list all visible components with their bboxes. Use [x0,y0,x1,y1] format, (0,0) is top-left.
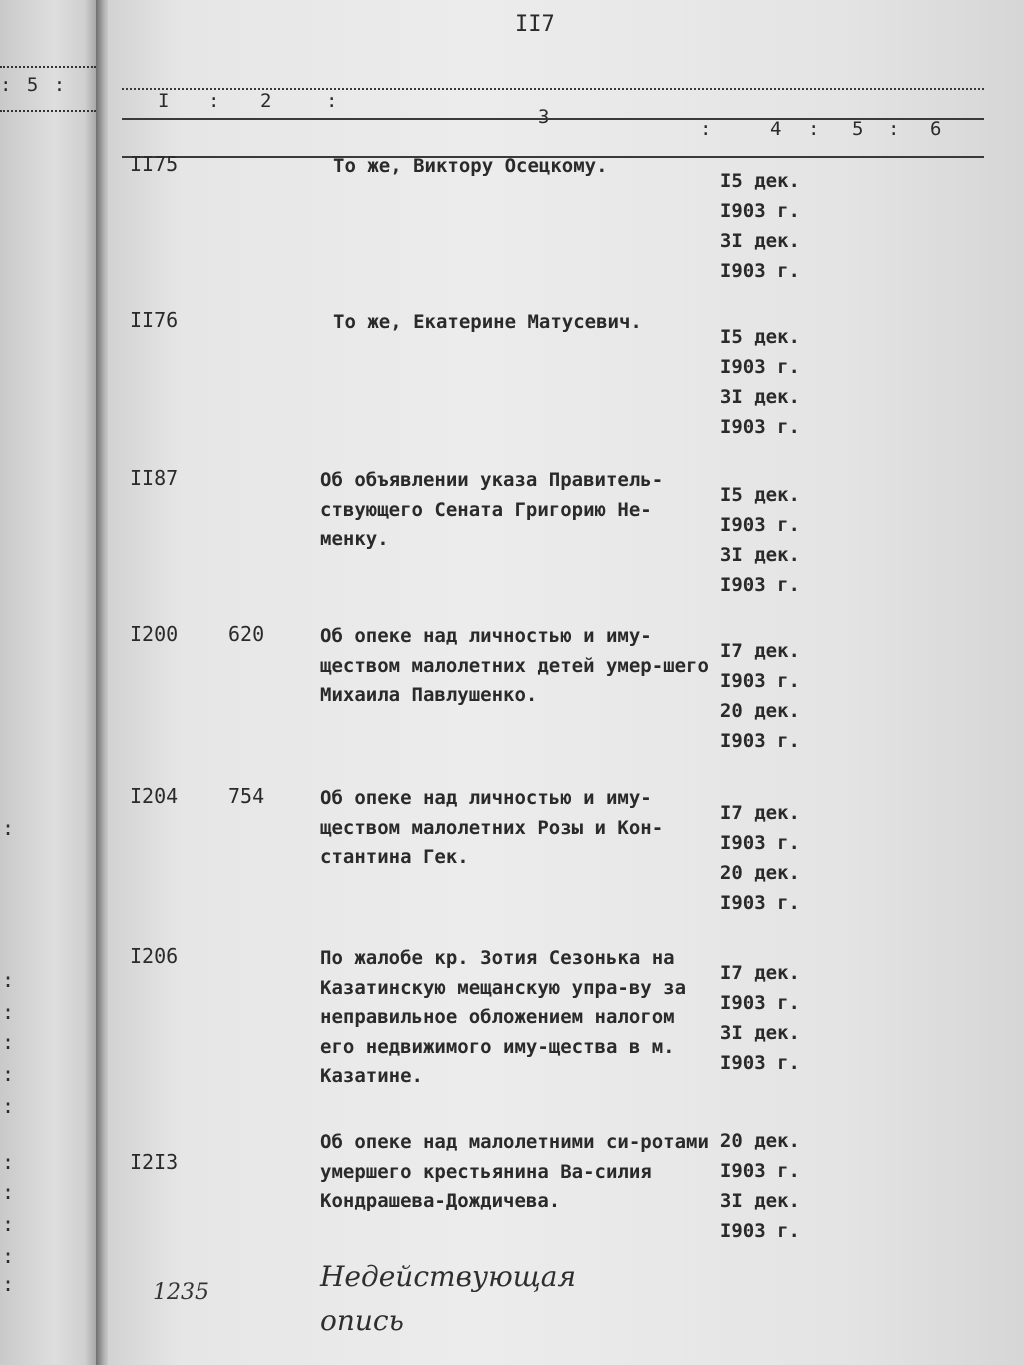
entry-number: II87 [130,466,179,490]
entry-date-start-year: I903 г. [719,670,800,692]
col-header-6: 6 [930,118,942,140]
col-header-5: 5 [852,118,864,140]
header-mid-rule [122,118,984,120]
left-page-mark: : [2,1030,15,1054]
handwritten-note-line: Недействующая [320,1260,577,1293]
left-page-mark: : [2,816,15,840]
entry-date-end-year: I903 г. [719,416,800,438]
document-page [108,0,1024,1365]
entry-description: Об опеке над личностью и иму-ществом малолетних Розы и Кон-стантина Гек. [320,787,664,868]
entry-dates [708,166,800,286]
entry-date-start-year: I903 г. [719,514,800,536]
entry-date-end-year: I903 г. [719,1220,800,1242]
entry-description: Об опеке над личностью и иму-ществом малолетних детей умер-шего Михаила Павлушенко. [320,625,709,706]
entry-number: I2I3 [130,1150,179,1174]
left-page-mark: : [2,1244,15,1268]
left-page-margin [0,0,100,1365]
left-page-mark: : [2,1180,15,1204]
col-header-3: 3 [538,106,550,128]
entry-date-end-year: I903 г. [719,730,800,752]
handwritten-number: 1235 [153,1280,209,1305]
entry-date-end: 3I дек. [719,1190,800,1212]
entry-date-start: I5 дек. [719,170,800,192]
entry-description: То же, Екатерине Матусевич. [333,311,642,333]
entry-date-end-year: I903 г. [719,1052,800,1074]
col-header-1: I [158,90,170,112]
entry-date-start: I7 дек. [719,962,800,984]
entry-dates [708,798,800,918]
entry-number: I206 [130,944,179,968]
entry-description: То же, Виктору Осецкому. [333,155,608,177]
entry-description: По жалобе кр. Зотия Сезонька на Казатинскую мещанскую упра-ву за неправильное обложением налогом его недвижимого иму-щества в м. Казатине. [320,947,687,1087]
entry-dates [708,322,800,442]
entry-dates [708,636,800,756]
left-page-rule [0,110,96,112]
col-sep: : [808,118,820,140]
entry-date-end: 20 дек. [719,862,800,884]
col-sep: : [700,118,712,140]
handwritten-note-line: опись [320,1304,404,1337]
entry-date-start: I5 дек. [719,326,800,348]
col-sep: : [208,90,220,112]
entry-date-end: 3I дек. [719,386,800,408]
left-page-mark: : [2,1094,15,1118]
entry-number: I200 [130,622,179,646]
entry-date-end: 20 дек. [719,700,800,722]
entry-date-start-year: I903 г. [719,832,800,854]
entry-date-start: I7 дек. [719,802,800,824]
entry-date-start-year: I903 г. [719,356,800,378]
left-page-mark: : [2,1272,15,1296]
entry-number: I204 [130,784,179,808]
entry-date-end-year: I903 г. [719,892,800,914]
col-sep: : [888,118,900,140]
left-page-mark: : [2,1000,15,1024]
entry-dates [708,958,800,1078]
entry-date-start: I5 дек. [719,484,800,506]
entry-date-end: 3I дек. [719,1022,800,1044]
entry-date-end-year: I903 г. [719,260,800,282]
entry-dates [708,480,800,600]
left-page-mark: : [2,968,15,992]
page-number: II7 [515,12,555,37]
entry-date-start: I7 дек. [719,640,800,662]
entry-case-number: 754 [228,784,265,808]
col-header-2: 2 [260,90,272,112]
entry-dates [708,1126,800,1246]
entry-date-start: 20 дек. [719,1130,800,1152]
col-header-4: 4 [770,118,782,140]
entry-date-start-year: I903 г. [719,1160,800,1182]
entry-number: II75 [130,152,179,176]
entry-date-end: 3I дек. [719,230,800,252]
entry-date-start-year: I903 г. [719,200,800,222]
entry-case-number: 620 [228,622,265,646]
handwritten-note [320,1255,576,1343]
entry-date-end: 3I дек. [719,544,800,566]
entry-description: Об объявлении указа Правитель-ствующего Сената Григорию Не-менку. [320,469,664,550]
left-page-mark: : [2,1212,15,1236]
left-page-rule [0,66,96,68]
left-page-column-header: : 5 : [0,74,68,96]
col-sep: : [326,90,338,112]
entry-description: Об опеке над малолетними си-ротами умершего крестьянина Ва-силия Кондрашева-Дождичева. [320,1131,709,1212]
entry-date-end-year: I903 г. [719,574,800,596]
entry-number: II76 [130,308,179,332]
entry-date-start-year: I903 г. [719,992,800,1014]
left-page-mark: : [2,1150,15,1174]
left-page-mark: : [2,1062,15,1086]
